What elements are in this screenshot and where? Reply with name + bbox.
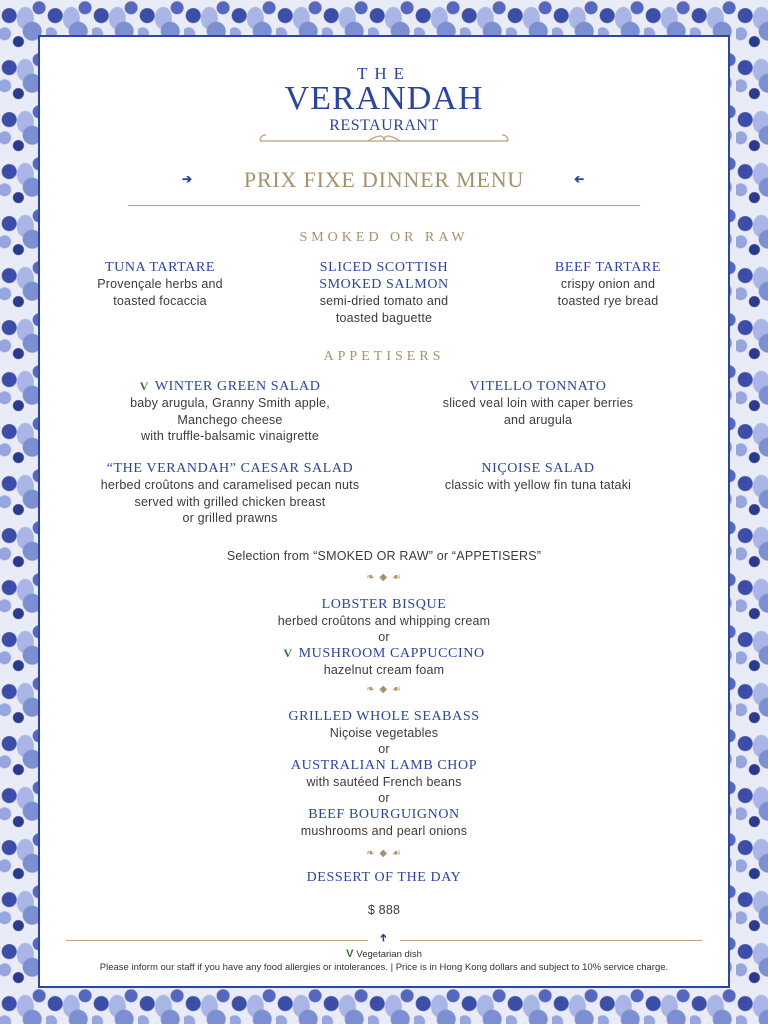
- section-appetisers: APPETISERS: [323, 349, 445, 364]
- logo-sub: RESTAURANT: [329, 117, 439, 134]
- menu-title: PRIX FIXE DINNER MENU: [243, 167, 525, 192]
- dish-name: BEEF TARTARE: [554, 260, 662, 275]
- dish-desc: mushrooms and pearl onions: [300, 824, 468, 838]
- dish-name: VITELLO TONNATO: [469, 379, 607, 394]
- scroll-ornament-icon: ❧ ◆ ☙: [366, 572, 402, 583]
- or-separator: or: [378, 630, 390, 644]
- dish-desc: and arugula: [503, 412, 573, 427]
- vegetarian-leaf-icon: V: [139, 379, 149, 393]
- dish-dessert: DESSERT OF THE DAY: [306, 870, 462, 885]
- logo-the: THE: [356, 64, 412, 83]
- arrow-right-icon: ➔: [182, 172, 193, 186]
- arrow-up-icon: ➔: [378, 933, 390, 942]
- vegetarian-leaf-icon: V: [346, 948, 354, 960]
- dish-name: SMOKED SALMON: [319, 277, 449, 292]
- arrow-left-icon: ➔: [574, 172, 585, 186]
- dish-desc: Provençale herbs and: [97, 277, 223, 291]
- dish-name: SLICED SCOTTISH: [319, 260, 449, 275]
- dish-smoked-salmon: [284, 259, 484, 326]
- scroll-ornament-icon: ❧ ◆ ☙: [366, 684, 402, 695]
- dish-beef-bourguignon: BEEF BOURGUIGNON: [308, 807, 460, 822]
- section-smoked-or-raw: SMOKED OR RAW: [299, 230, 469, 245]
- dish-desc: or grilled prawns: [182, 511, 278, 525]
- dish-desc: Niçoise vegetables: [329, 726, 439, 740]
- dish-mushroom-cappuccino: [0, 645, 768, 662]
- dish-caesar-salad: [60, 460, 400, 527]
- dish-name: TUNA TARTARE: [104, 260, 216, 275]
- dish-desc: sliced veal loin with caper berries: [442, 396, 634, 410]
- or-separator: or: [378, 791, 390, 805]
- dish-name: WINTER GREEN SALAD: [154, 379, 321, 394]
- dish-desc: served with grilled chicken breast: [134, 494, 326, 509]
- logo-ornament-icon: [258, 133, 510, 147]
- footer-rule-left: [66, 940, 368, 941]
- dish-desc: Manchego cheese: [177, 412, 283, 427]
- dish-desc: classic with yellow fin tuna tataki: [444, 478, 632, 492]
- dish-desc: herbed croûtons and whipping cream: [277, 614, 491, 628]
- dish-nicoise-salad: [388, 460, 688, 494]
- footer-veg-note: [0, 948, 768, 960]
- dish-lobster-bisque: LOBSTER BISQUE: [321, 597, 447, 612]
- or-separator: or: [378, 742, 390, 756]
- dish-name: MUSHROOM CAPPUCCINO: [298, 646, 485, 661]
- selection-note: Selection from “SMOKED OR RAW” or “APPETISERS”: [226, 549, 542, 563]
- title-rule: [128, 205, 640, 206]
- dish-desc: baby arugula, Granny Smith apple,: [130, 396, 330, 410]
- vegetarian-leaf-icon: V: [283, 646, 293, 660]
- dish-lamb-chop: AUSTRALIAN LAMB CHOP: [290, 758, 478, 773]
- dish-name: NIÇOISE SALAD: [481, 461, 595, 476]
- dish-desc: toasted rye bread: [557, 293, 659, 308]
- dish-winter-green-salad: [80, 378, 380, 445]
- dish-grilled-seabass: GRILLED WHOLE SEABASS: [288, 709, 480, 724]
- dish-beef-tartare: [508, 259, 708, 309]
- price: $ 888: [367, 903, 401, 917]
- dish-desc: toasted baguette: [335, 310, 433, 325]
- logo-name: VERANDAH: [284, 80, 484, 117]
- dish-vitello-tonnato: [388, 378, 688, 428]
- scroll-ornament-icon: ❧ ◆ ☙: [366, 848, 402, 859]
- dish-name: “THE VERANDAH” CAESAR SALAD: [106, 461, 354, 476]
- dish-desc: hazelnut cream foam: [323, 663, 445, 677]
- footer-rule-right: [400, 940, 702, 941]
- dish-desc: with truffle-balsamic vinaigrette: [141, 429, 319, 443]
- dish-desc: semi-dried tomato and: [319, 294, 449, 308]
- footer-disclaimer: Please inform our staff if you have any food allergies or intolerances. | Price is in Hong Kong dollars and subject to 10% service charge.: [99, 962, 669, 973]
- veg-note-text: Vegetarian dish: [356, 949, 422, 960]
- dish-desc: herbed croûtons and caramelised pecan nuts: [100, 478, 360, 492]
- dish-desc: crispy onion and: [560, 277, 656, 291]
- dish-desc: with sautéed French beans: [306, 775, 462, 789]
- dish-tuna-tartare: [60, 259, 260, 309]
- dish-desc: toasted focaccia: [113, 293, 207, 308]
